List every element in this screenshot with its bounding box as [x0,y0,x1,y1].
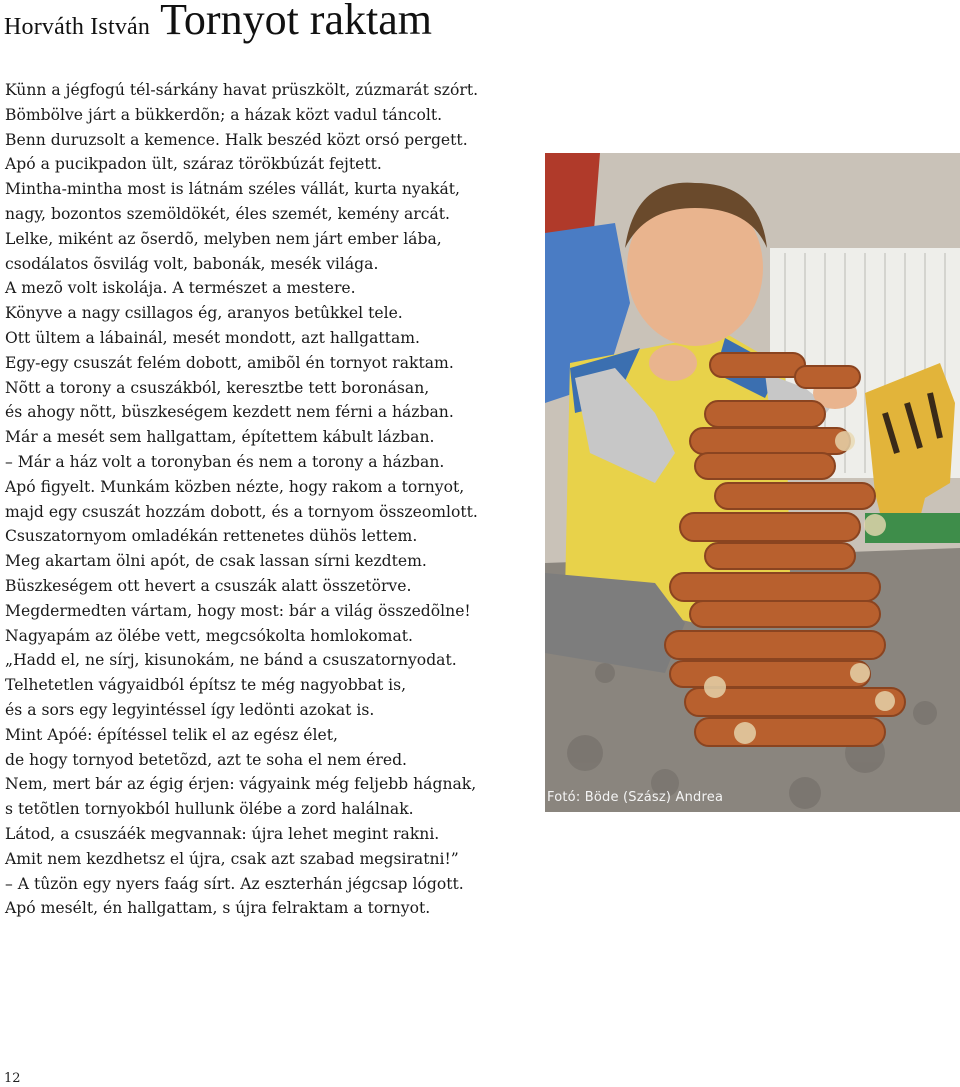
poem-line: Már a mesét sem hallgattam, építettem kábult lázban. [5,428,435,447]
poem-line: A mezõ volt iskolája. A természet a mestere. [5,279,356,298]
poem-line: Künn a jégfogú tél-sárkány havat prüszkölt, zúzmarát szórt. [5,81,479,99]
poem-line: Büszkeségem ott hevert a csuszák alatt összetörve. [5,576,412,595]
poem-line: Ott ültem a lábainál, mesét mondott, azt hallgattam. [5,328,420,347]
poem-line: Benn duruzsolt a kemence. Halk beszéd közt orsó pergett. [5,130,468,149]
poem-line: és a sors egy legyintéssel így ledönti azokat is. [5,700,375,719]
poem-line: Mint Apóé: építéssel telik el az egész élet, [5,725,338,744]
page-number: 12 [4,1071,21,1086]
poem-line: Lelke, miként az õserdõ, melyben nem járt ember lába, [5,229,442,248]
poem-line: Apó mesélt, én hallgattam, s újra felraktam a tornyot. [5,899,431,918]
poem-line: Meg akartam ölni apót, de csak lassan sírni kezdtem. [5,552,427,571]
poem-line: Megdermedten vártam, hogy most: bár a világ összedõlne! [5,601,471,620]
poem-line: Nem, mert bár az égig érjen: vágyaink még feljebb hágnak, [5,775,477,794]
poem-line: Bömbölve járt a bükkerdõn; a házak közt vadul táncolt. [5,105,443,124]
poem-title: Tornyot raktam [160,0,432,44]
photo-child-hand-left [649,345,697,381]
author-name: Horváth István [4,14,151,40]
poem-line: Mintha-mintha most is látnám széles vállát, kurta nyakát, [5,180,460,199]
poem-line: de hogy tornyod betetõzd, azt te soha el nem éred. [5,750,408,769]
poem-line: és ahogy nõtt, büszkeségem kezdett nem férni a házban. [5,403,454,422]
poem-line: „Hadd el, ne sírj, kisunokám, ne bánd a csuszatornyodat. [5,651,457,670]
poem-line: Apó a pucikpadon ült, száraz törökbúzát fejtett. [5,155,382,174]
poem-line: – Már a ház volt a toronyban és nem a torony a házban. [5,452,445,471]
poem-line: majd egy csuszát hozzám dobott, és a tornyom összeomlott. [5,502,478,521]
poem-line: Könyve a nagy csillagos ég, aranyos betûkkel tele. [5,304,403,323]
poem-line: Látod, a csuszáék megvannak: újra lehet megint rakni. [5,824,440,843]
photo-child-building-corn-tower [545,153,960,812]
poem-line: s tetõtlen tornyokból hullunk ölébe a zord halálnak. [5,800,414,819]
poem-line: Nõtt a torony a csuszákból, keresztbe tett boronásan, [5,378,430,397]
poem-line: Apó figyelt. Munkám közben nézte, hogy rakom a tornyot, [5,477,465,496]
poem-line: nagy, bozontos szemöldökét, éles szemét, kemény arcát. [5,204,450,223]
poem-line: – A tûzön egy nyers faág sírt. Az eszterhán jégcsap lógott. [5,874,464,893]
poem-line: Amit nem kezdhetsz el újra, csak azt szabad megsiratni!” [5,849,459,868]
poem-line: csodálatos õsvilág volt, babonák, mesék világa. [5,254,379,273]
photo-illustration [545,153,960,812]
poem-body [5,78,540,921]
poem-line: Telhetetlen vágyaidból építsz te még nagyobbat is, [5,676,407,695]
photo-credit: Fotó: Böde (Szász) Andrea [547,790,724,805]
poem-line: Csuszatornyom omladékán rettenetes dühös lettem. [5,527,418,546]
poem-line: Egy-egy csuszát felém dobott, amibõl én tornyot raktam. [5,353,454,372]
poem-line: Nagyapám az ölébe vett, megcsókolta homlokomat. [5,626,413,645]
page-header [4,0,432,45]
